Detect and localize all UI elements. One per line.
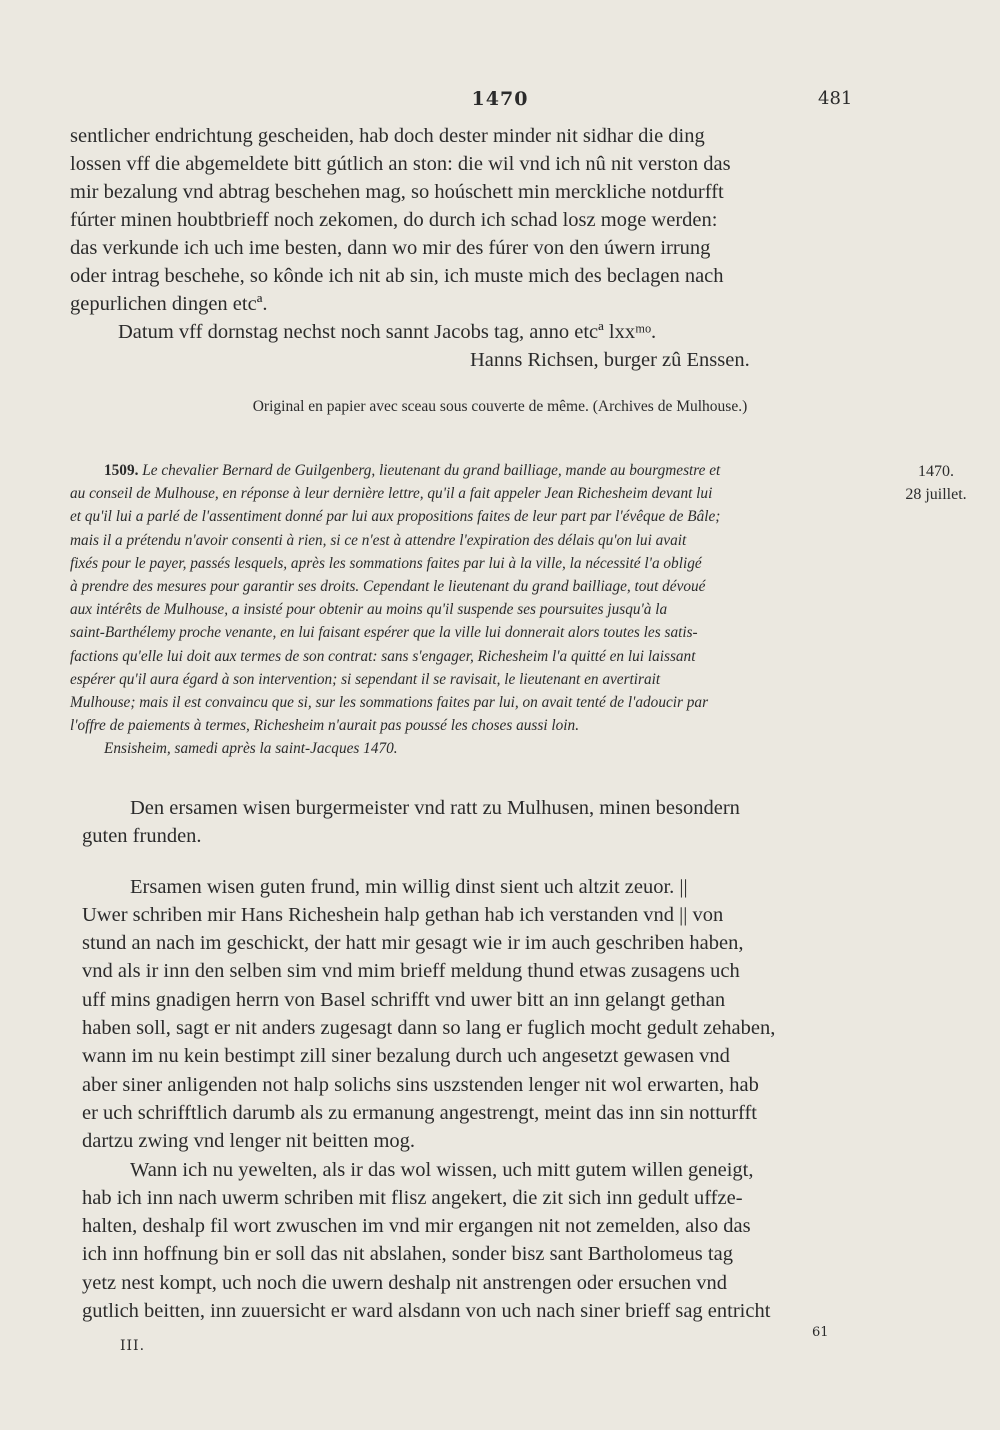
letter-continuation <box>70 122 870 374</box>
page-number: 481 <box>818 88 853 109</box>
text-line: gepurlichen dingen etcª. <box>70 293 268 315</box>
text-line: fúrter minen houbtbrieff noch zekomen, do durch ich schad losz moge werden: <box>70 209 718 231</box>
text-line: espérer qu'il aura égard à son intervention; si sependant il se ravisait, le lieutenant en avertirait <box>70 670 661 688</box>
letter-text <box>82 794 882 1325</box>
text-line: Uwer schriben mir Hans Richeshein halp gethan hab ich verstanden vnd || von <box>82 903 724 926</box>
margin-day: 28 juillet. <box>905 486 967 503</box>
entry-number: 1509. <box>104 462 139 479</box>
text-line: vnd als ir inn den selben sim vnd mim brieff meldung thund etwas zusagens uch <box>82 960 740 983</box>
text-line: mais il a prétendu n'avoir consenti à rien, si ce n'est à attendre l'expiration des délais qu'on lui avait <box>70 531 687 549</box>
running-head-year: 1470 <box>471 88 529 110</box>
address-line: Den ersamen wisen burgermeister vnd ratt zu Mulhusen, minen besondern <box>130 797 740 819</box>
text-line: wann im nu kein bestimpt zill siner bezalung durch uch angesetzt gewasen vnd <box>82 1045 730 1068</box>
text-line: factions qu'elle lui doit aux termes de son contrat: sans s'engager, Richesheim l'a quitté en lui laissant <box>70 647 696 665</box>
text-line: stund an nach im geschickt, der hatt mir gesagt wie ir im auch geschriben haben, <box>82 932 744 955</box>
text-line: oder intrag beschehe, so kônde ich nit ab sin, ich muste mich des beclagen nach <box>70 265 724 287</box>
text-line: halten, deshalp fil wort zwuschen im vnd mir ergangen nit not zemelden, also das <box>82 1215 751 1238</box>
text-line: lossen vff die abgemeldete bitt gútlich an ston: die wil vnd ich nû nit verston das <box>70 153 731 175</box>
text-line: Ersamen wisen guten frund, min willig dinst sient uch altzit zeuor. || <box>130 875 688 898</box>
text-line: au conseil de Mulhouse, en réponse à leur dernière lettre, qu'il a fait appeler Jean Richesheim devant lui <box>70 485 713 503</box>
text-line: das verkunde ich uch ime besten, dann wo mir des fúrer von den úwern irrung <box>70 237 711 259</box>
text-line: yetz nest kompt, uch noch die uwern deshalp nit anstrengen oder ersuchen vnd <box>82 1271 727 1294</box>
margin-year: 1470. <box>918 463 954 480</box>
text-line: dartzu zwing vnd lenger nit beitten mog. <box>82 1130 416 1153</box>
address-line: guten frunden. <box>82 825 202 848</box>
text-line: aber siner anligenden not halp solichs sins uszstenden lenger nit wol erwarten, hab <box>82 1073 759 1096</box>
regest-entry <box>70 459 880 761</box>
text-line: aux intérêts de Mulhouse, a insisté pour obtenir au moins qu'il suspende ses poursuites jusqu'à la <box>70 601 668 619</box>
source-note: Original en papier avec sceau sous couverte de même. (Archives de Mulhouse.) <box>252 398 748 415</box>
text-line: Le chevalier Bernard de Guilgenberg, lieutenant du grand bailliage, mande au bourgmestre et <box>142 462 721 479</box>
text-line: à prendre des mesures pour garantir ses droits. Cependant le lieutenant du grand bailliage, tout dévoué <box>70 578 706 596</box>
text-line: sentlicher endrichtung gescheiden, hab doch dester minder nit sidhar die ding <box>70 125 705 147</box>
letter-signature: Hanns Richsen, burger zû Enssen. <box>470 349 750 371</box>
text-line: l'offre de paiements à termes, Richesheim n'aurait pas poussé les choses aussi loin. <box>70 717 580 735</box>
text-line: haben soll, sagt er nit anders zugesagt dann so lang er fuglich mocht gedult zehaben, <box>82 1017 776 1040</box>
text-line: fixés pour le payer, passés lesquels, après les sommations faites par lui à la ville, la nécessité l'a obligé <box>70 554 702 572</box>
text-line: er uch schrifftlich darumb als zu ermanung angestrengt, meint das inn sin notturfft <box>82 1101 757 1124</box>
text-line: saint-Barthélemy proche venante, en lui faisant espérer que la ville lui donnerait alors toutes les satis- <box>70 624 698 642</box>
signature-mark: 61 <box>812 1325 829 1340</box>
margin-date <box>886 460 986 506</box>
volume-mark: III. <box>120 1338 146 1354</box>
text-line: Wann ich nu yewelten, als ir das wol wissen, uch mitt gutem willen geneigt, <box>130 1158 754 1181</box>
letter-dating: Datum vff dornstag nechst noch sannt Jacobs tag, anno etcª lxxᵐᵒ. <box>118 321 657 343</box>
entry-place-date: Ensisheim, samedi après la saint-Jacques 1470. <box>104 740 398 758</box>
text-line: hab ich inn nach uwerm schriben mit flisz angekert, die zit sich inn gedult uffze- <box>82 1186 743 1209</box>
text-line: mir bezalung vnd abtrag beschehen mag, so hoúschett min merckliche notdurfft <box>70 181 724 203</box>
text-line: uff mins gnadigen herrn von Basel schrifft vnd uwer bitt an inn gelangt gethan <box>82 988 726 1011</box>
text-line: ich inn hoffnung bin er soll das nit abslahen, sonder bisz sant Bartholomeus tag <box>82 1243 733 1266</box>
text-line: gutlich beitten, inn zuuersicht er ward alsdann von uch nach siner brieff sag entricht <box>82 1300 771 1323</box>
text-line: et qu'il lui a parlé de l'assentiment donné par lui aux propositions faites de leur part par l'évêque de Bâle; <box>70 508 721 526</box>
text-line: Mulhouse; mais il est convaincu que si, sur les sommations faites par lui, on avait tenté de l'adoucir par <box>70 694 709 712</box>
